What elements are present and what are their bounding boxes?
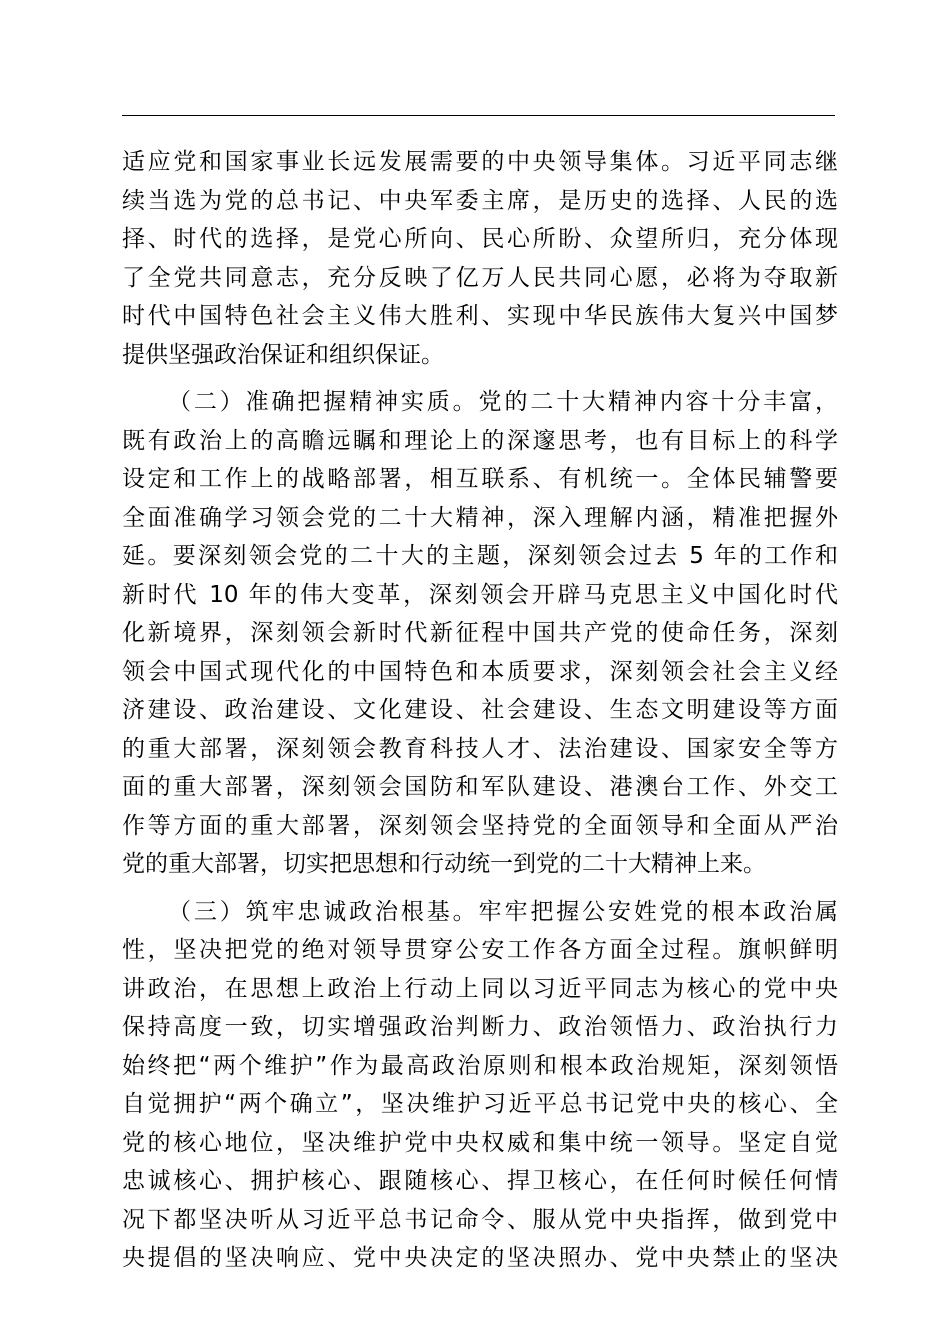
text-line: 择、时代的选择，是党心所向、民心所盼、众望所归，充分体现 [122,226,838,252]
text-line: 续当选为党的总书记、中央军委主席，是历史的选择、人民的选 [122,187,838,214]
text-line: （二）准确把握精神实质。党的二十大精神内容十分丰富， [168,389,838,415]
text-line: （三）筑牢忠诚政治根基。牢牢把握公安姓党的根本政治属 [168,898,838,925]
text-line: 提供坚强政治保证和组织保证。 [122,341,444,368]
text-line: 既有政治上的高瞻远瞩和理论上的深邃思考，也有目标上的科学 [122,427,838,454]
text-line: 性，坚决把党的绝对领导贯穿公安工作各方面全过程。旗帜鲜明 [122,937,838,963]
text-line: 济建设、政治建设、文化建设、社会建设、生态文明建设等方面 [122,697,838,723]
text-line: 面的重大部署，深刻领会国防和军队建设、港澳台工作、外交工 [122,774,838,800]
paragraph-3 [122,893,838,1278]
text-line: 自觉拥护“两个确立”，坚决维护习近平总书记党中央的核心、全 [122,1091,838,1117]
text-line: 全面准确学习领会党的二十大精神，深入理解内涵，精准把握外 [122,504,838,531]
paragraph-2 [122,383,838,884]
paragraph-1 [122,143,838,374]
text-line: 领会中国式现代化的中国特色和本质要求，深刻领会社会主义经 [122,658,838,685]
text-line: 党的重大部署，切实把思想和行动统一到党的二十大精神上来。 [122,851,766,877]
text-line: 化新境界，深刻领会新时代新征程中国共产党的使命任务，深刻 [122,620,838,646]
text-line: 延。要深刻领会党的二十大的主题，深刻领会过去 5 年的工作和 [122,543,838,569]
text-line: 忠诚核心、拥护核心、跟随核心、捍卫核心，在任何时候任何情 [122,1168,838,1194]
text-line: 央提倡的坚决响应、党中央决定的坚决照办、党中央禁止的坚决 [122,1245,838,1271]
text-line: 始终把“两个维护”作为最高政治原则和根本政治规矩，深刻领悟 [122,1052,838,1079]
text-line: 讲政治，在思想上政治上行动上同以习近平同志为核心的党中央 [122,975,838,1002]
text-line: 作等方面的重大部署，深刻领会坚持党的全面领导和全面从严治 [122,812,838,839]
text-line: 党的核心地位，坚决维护党中央权威和集中统一领导。坚定自觉 [122,1129,838,1156]
text-line: 设定和工作上的战略部署，相互联系、有机统一。全体民辅警要 [122,466,838,492]
text-line: 时代中国特色社会主义伟大胜利、实现中华民族伟大复兴中国梦 [122,303,838,329]
text-line: 况下都坚决听从习近平总书记命令、服从党中央指挥，做到党中 [122,1206,838,1233]
body-text [122,143,838,1287]
text-line: 保持高度一致，切实增强政治判断力、政治领悟力、政治执行力 [122,1014,838,1040]
text-line: 新时代 10 年的伟大变革，深刻领会开辟马克思主义中国化时代 [122,581,838,608]
text-line: 适应党和国家事业长远发展需要的中央领导集体。习近平同志继 [122,149,838,175]
header-rule [122,115,835,116]
text-line: 的重大部署，深刻领会教育科技人才、法治建设、国家安全等方 [122,735,838,762]
text-line: 了全党共同意志，充分反映了亿万人民共同心愿，必将为夺取新 [122,264,838,291]
